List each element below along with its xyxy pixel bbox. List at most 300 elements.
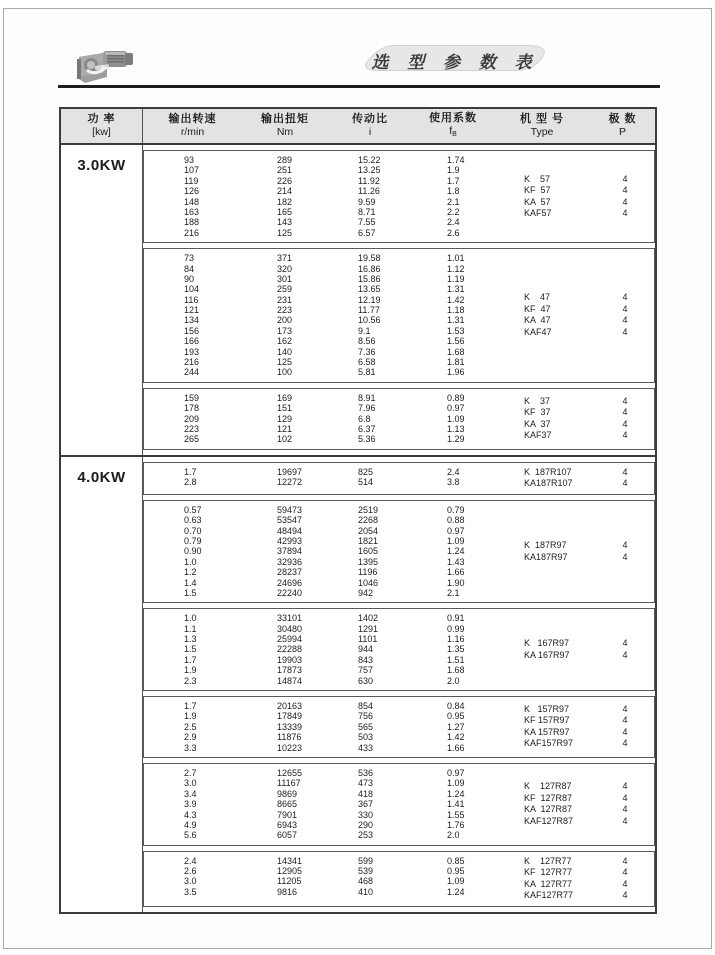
model-type: K 57 bbox=[524, 173, 551, 184]
factor-value: 1.24 bbox=[447, 886, 465, 897]
factor-value: 1.51 bbox=[447, 654, 465, 665]
factor-value: 0.89 bbox=[447, 392, 465, 403]
type-row bbox=[524, 890, 654, 902]
type-column bbox=[490, 467, 654, 490]
torque-value: 30480 bbox=[277, 623, 303, 634]
speed-value: 3.4 bbox=[184, 788, 197, 799]
speed-value: 1.7 bbox=[184, 466, 197, 477]
speed-value: 244 bbox=[184, 367, 200, 378]
torque-value: 9869 bbox=[277, 788, 298, 799]
pole-count: 4 bbox=[622, 315, 628, 326]
factor-value: 1.18 bbox=[447, 305, 465, 316]
pole-count: 4 bbox=[622, 649, 628, 660]
torque-value: 140 bbox=[277, 346, 293, 357]
type-row bbox=[524, 781, 654, 793]
factor-value: 1.12 bbox=[447, 263, 465, 274]
ratio-value: 468 bbox=[358, 876, 374, 887]
ratio-value: 1046 bbox=[358, 577, 379, 588]
torque-value: 100 bbox=[277, 367, 293, 378]
ratio-value: 15.22 bbox=[358, 155, 381, 165]
speed-value: 90 bbox=[184, 273, 195, 284]
speed-value: 4.9 bbox=[184, 819, 197, 830]
torque-value: 320 bbox=[277, 263, 293, 274]
torque-value: 251 bbox=[277, 165, 293, 176]
speed-value: 216 bbox=[184, 357, 200, 368]
factor-value: 1.09 bbox=[447, 876, 465, 887]
speed-value: 3.9 bbox=[184, 799, 197, 810]
pole-count: 4 bbox=[622, 855, 628, 866]
speed-value: 265 bbox=[184, 434, 200, 445]
torque-value: 28237 bbox=[277, 567, 303, 578]
torque-value: 33101 bbox=[277, 613, 303, 624]
data-section bbox=[143, 150, 655, 243]
pole-count: 4 bbox=[622, 638, 628, 649]
factor-column bbox=[447, 701, 490, 753]
speed-value: 121 bbox=[184, 305, 200, 316]
type-row bbox=[524, 419, 654, 431]
model-type: K 187R107 bbox=[524, 466, 572, 477]
torque-value: 17849 bbox=[277, 711, 303, 722]
factor-value: 1.09 bbox=[447, 778, 465, 789]
title-banner bbox=[362, 44, 548, 72]
torque-value: 19903 bbox=[277, 654, 303, 665]
type-column bbox=[490, 393, 654, 445]
speed-value: 2.5 bbox=[184, 721, 197, 732]
torque-value: 32936 bbox=[277, 556, 303, 567]
torque-value: 7901 bbox=[277, 809, 298, 820]
torque-column bbox=[277, 155, 358, 238]
model-type: KF 157R97 bbox=[524, 715, 570, 726]
speed-value: 163 bbox=[184, 206, 200, 217]
torque-value: 19697 bbox=[277, 466, 303, 477]
factor-value: 1.9 bbox=[447, 165, 460, 176]
header-factor-unit: $f_B$ bbox=[449, 124, 457, 138]
header-type-unit: Type bbox=[530, 126, 554, 138]
ratio-value: 13.25 bbox=[358, 165, 381, 176]
torque-value: 231 bbox=[277, 294, 293, 305]
model-type: KA 47 bbox=[524, 315, 551, 326]
ratio-value: 8.56 bbox=[358, 336, 376, 347]
factor-value: 1.41 bbox=[447, 799, 465, 810]
speed-value: 2.7 bbox=[184, 767, 197, 778]
header-speed-unit: r/min bbox=[180, 126, 205, 138]
factor-value: 0.79 bbox=[447, 504, 465, 515]
model-type: KAF57 bbox=[524, 208, 552, 219]
pole-count: 4 bbox=[622, 738, 628, 749]
model-type: KA 167R97 bbox=[524, 649, 570, 660]
header-pole bbox=[590, 109, 655, 143]
speed-value: 107 bbox=[184, 165, 200, 176]
type-row bbox=[524, 638, 654, 650]
type-row bbox=[524, 197, 654, 209]
type-row bbox=[524, 185, 654, 197]
ratio-value: 6.37 bbox=[358, 423, 376, 434]
factor-column bbox=[447, 505, 490, 599]
speed-column bbox=[144, 701, 277, 753]
pole-count: 4 bbox=[622, 173, 628, 184]
torque-value: 289 bbox=[277, 155, 293, 165]
torque-value: 25994 bbox=[277, 634, 303, 645]
pole-count: 4 bbox=[622, 185, 628, 196]
type-row bbox=[524, 327, 654, 339]
ratio-value: 599 bbox=[358, 855, 374, 866]
pole-count: 4 bbox=[622, 430, 628, 441]
torque-value: 13339 bbox=[277, 721, 303, 732]
sections-column bbox=[143, 145, 655, 455]
speed-value: 178 bbox=[184, 403, 200, 414]
ratio-column bbox=[358, 155, 447, 238]
ratio-value: 418 bbox=[358, 788, 374, 799]
torque-value: 11876 bbox=[277, 732, 302, 743]
factor-value: 1.68 bbox=[447, 665, 465, 676]
type-row bbox=[524, 738, 654, 750]
factor-value: 1.09 bbox=[447, 413, 465, 424]
model-type: KA 157R97 bbox=[524, 726, 570, 737]
table-body bbox=[61, 145, 655, 912]
ratio-value: 13.65 bbox=[358, 284, 381, 295]
pole-count: 4 bbox=[622, 890, 628, 901]
factor-value: 1.68 bbox=[447, 346, 465, 357]
pole-count: 4 bbox=[622, 804, 628, 815]
speed-value: 1.3 bbox=[184, 634, 197, 645]
factor-value: 1.27 bbox=[447, 721, 465, 732]
factor-value: 1.8 bbox=[447, 186, 460, 197]
pole-count: 4 bbox=[622, 395, 628, 406]
factor-value: 1.01 bbox=[447, 253, 465, 264]
ratio-value: 6.8 bbox=[358, 413, 371, 424]
model-type: KA187R107 bbox=[524, 478, 573, 489]
ratio-value: 10.56 bbox=[358, 315, 381, 326]
speed-value: 1.7 bbox=[184, 701, 197, 712]
factor-value: 2.4 bbox=[447, 217, 460, 228]
model-type: KAF157R97 bbox=[524, 738, 574, 749]
type-column bbox=[490, 768, 654, 841]
ratio-value: 7.36 bbox=[358, 346, 376, 357]
torque-column bbox=[277, 467, 358, 490]
model-type: KAF127R87 bbox=[524, 815, 574, 826]
factor-value: 0.95 bbox=[447, 711, 465, 722]
pole-count: 4 bbox=[622, 418, 628, 429]
factor-value: 0.95 bbox=[447, 866, 465, 877]
ratio-value: 7.55 bbox=[358, 217, 376, 228]
header-power bbox=[61, 109, 143, 143]
ratio-column bbox=[358, 613, 447, 686]
gearmotor-illustration-svg bbox=[73, 43, 137, 87]
power-group bbox=[61, 145, 655, 457]
ratio-column bbox=[358, 393, 447, 445]
factor-value: 2.0 bbox=[447, 675, 460, 686]
factor-value: 1.7 bbox=[447, 175, 460, 186]
ratio-value: 1291 bbox=[358, 623, 379, 634]
speed-value: 134 bbox=[184, 315, 200, 326]
type-row bbox=[524, 552, 654, 564]
type-row bbox=[524, 315, 654, 327]
type-column bbox=[490, 505, 654, 599]
factor-value: 2.1 bbox=[447, 196, 460, 207]
speed-value: 1.7 bbox=[184, 654, 197, 665]
ratio-value: 9.59 bbox=[358, 196, 376, 207]
model-type: K 167R97 bbox=[524, 638, 570, 649]
header-divider-rule bbox=[58, 85, 660, 88]
header-speed-cn: 输出转速 bbox=[168, 113, 217, 125]
power-cell bbox=[61, 457, 143, 912]
torque-column bbox=[277, 393, 358, 445]
torque-value: 24696 bbox=[277, 577, 303, 588]
model-type: KF 57 bbox=[524, 185, 551, 196]
torque-value: 182 bbox=[277, 196, 293, 207]
model-type: K 127R87 bbox=[524, 781, 572, 792]
factor-value: 1.35 bbox=[447, 644, 465, 655]
speed-value: 223 bbox=[184, 423, 200, 434]
model-type: K 157R97 bbox=[524, 703, 570, 714]
torque-value: 121 bbox=[277, 423, 293, 434]
torque-value: 226 bbox=[277, 175, 293, 186]
type-row bbox=[524, 793, 654, 805]
torque-value: 22240 bbox=[277, 587, 303, 598]
factor-value: 0.97 bbox=[447, 767, 465, 778]
type-row bbox=[524, 879, 654, 891]
model-type: KF 47 bbox=[524, 303, 551, 314]
torque-value: 42993 bbox=[277, 535, 303, 546]
pole-count: 4 bbox=[622, 715, 628, 726]
type-row bbox=[524, 304, 654, 316]
type-row bbox=[524, 467, 654, 479]
pole-count: 4 bbox=[622, 815, 628, 826]
speed-value: 84 bbox=[184, 263, 195, 274]
factor-value: 1.55 bbox=[447, 809, 465, 820]
factor-value: 1.19 bbox=[447, 273, 465, 284]
ratio-value: 514 bbox=[358, 477, 374, 488]
torque-value: 259 bbox=[277, 284, 293, 295]
torque-column bbox=[277, 856, 358, 902]
factor-value: 2.0 bbox=[447, 830, 460, 841]
type-row bbox=[524, 478, 654, 490]
factor-value: 1.43 bbox=[447, 556, 465, 567]
speed-value: 2.3 bbox=[184, 675, 197, 686]
torque-value: 14341 bbox=[277, 855, 303, 866]
speed-value: 1.1 bbox=[184, 623, 197, 634]
torque-value: 11167 bbox=[277, 778, 301, 789]
ratio-value: 2519 bbox=[358, 504, 379, 515]
speed-value: 0.90 bbox=[184, 546, 202, 557]
speed-value: 3.0 bbox=[184, 876, 197, 887]
ratio-value: 410 bbox=[358, 886, 374, 897]
type-row bbox=[524, 430, 654, 442]
torque-value: 8665 bbox=[277, 799, 298, 810]
type-row bbox=[524, 867, 654, 879]
model-type: KAF47 bbox=[524, 326, 552, 337]
ratio-value: 944 bbox=[358, 644, 374, 655]
ratio-value: 757 bbox=[358, 665, 374, 676]
pole-count: 4 bbox=[622, 478, 628, 489]
torque-value: 9816 bbox=[277, 886, 298, 897]
pole-count: 4 bbox=[622, 792, 628, 803]
factor-value: 1.66 bbox=[447, 742, 465, 753]
factor-value: 1.09 bbox=[447, 535, 465, 546]
type-column bbox=[490, 613, 654, 686]
speed-column bbox=[144, 467, 277, 490]
torque-value: 223 bbox=[277, 305, 293, 316]
model-type: K 37 bbox=[524, 395, 551, 406]
ratio-value: 1196 bbox=[358, 567, 378, 578]
ratio-column bbox=[358, 253, 447, 378]
speed-column bbox=[144, 505, 277, 599]
factor-column bbox=[447, 856, 490, 902]
data-section bbox=[143, 500, 655, 604]
power-group bbox=[61, 457, 655, 912]
pole-count: 4 bbox=[622, 292, 628, 303]
data-section bbox=[143, 388, 655, 450]
pole-count: 4 bbox=[622, 781, 628, 792]
ratio-value: 539 bbox=[358, 866, 374, 877]
ratio-value: 2268 bbox=[358, 515, 379, 526]
ratio-value: 15.86 bbox=[358, 273, 381, 284]
speed-column bbox=[144, 393, 277, 445]
factor-value: 1.81 bbox=[447, 357, 465, 368]
type-column bbox=[490, 856, 654, 902]
header-torque-cn: 输出扭矩 bbox=[261, 113, 309, 125]
factor-value: 0.99 bbox=[447, 623, 465, 634]
ratio-value: 11.26 bbox=[358, 186, 380, 197]
factor-value: 0.85 bbox=[447, 855, 465, 866]
ratio-value: 854 bbox=[358, 701, 374, 712]
speed-value: 1.2 bbox=[184, 567, 197, 578]
speed-value: 3.5 bbox=[184, 886, 197, 897]
header-factor bbox=[412, 109, 494, 143]
ratio-column bbox=[358, 701, 447, 753]
torque-column bbox=[277, 253, 358, 378]
speed-value: 104 bbox=[184, 284, 200, 295]
data-section bbox=[143, 763, 655, 846]
torque-value: 214 bbox=[277, 186, 293, 197]
speed-column bbox=[144, 253, 277, 378]
ratio-value: 8.71 bbox=[358, 206, 376, 217]
data-section bbox=[143, 851, 655, 907]
ratio-value: 1605 bbox=[358, 546, 379, 557]
torque-value: 48494 bbox=[277, 525, 303, 536]
factor-value: 1.42 bbox=[447, 294, 465, 305]
type-column bbox=[490, 253, 654, 378]
torque-column bbox=[277, 701, 358, 753]
torque-value: 173 bbox=[277, 325, 293, 336]
table-header-row bbox=[61, 109, 655, 145]
torque-value: 200 bbox=[277, 315, 293, 326]
torque-value: 12272 bbox=[277, 477, 303, 488]
factor-value: 2.1 bbox=[447, 587, 460, 598]
pole-count: 4 bbox=[622, 196, 628, 207]
factor-value: 1.24 bbox=[447, 788, 465, 799]
ratio-value: 630 bbox=[358, 675, 374, 686]
factor-value: 1.31 bbox=[447, 284, 465, 295]
torque-value: 151 bbox=[277, 403, 293, 414]
header-torque bbox=[242, 109, 328, 143]
speed-column bbox=[144, 613, 277, 686]
ratio-value: 756 bbox=[358, 711, 374, 722]
factor-column bbox=[447, 768, 490, 841]
torque-value: 129 bbox=[277, 413, 293, 424]
torque-value: 371 bbox=[277, 253, 293, 264]
ratio-value: 5.36 bbox=[358, 434, 376, 445]
ratio-value: 5.81 bbox=[358, 367, 376, 378]
factor-value: 1.96 bbox=[447, 367, 465, 378]
speed-value: 156 bbox=[184, 325, 200, 336]
power-label: 3.0KW bbox=[77, 157, 126, 174]
data-section bbox=[143, 696, 655, 758]
type-row bbox=[524, 704, 654, 716]
power-label: 4.0KW bbox=[77, 468, 126, 486]
ratio-value: 2054 bbox=[358, 525, 379, 536]
pole-count: 4 bbox=[622, 407, 628, 418]
speed-value: 116 bbox=[184, 294, 199, 305]
factor-value: 2.6 bbox=[447, 227, 460, 238]
header-ratio-unit: i bbox=[368, 126, 372, 138]
model-type: KF 127R77 bbox=[524, 867, 573, 878]
ratio-value: 1101 bbox=[358, 634, 378, 645]
factor-column bbox=[447, 613, 490, 686]
model-type: KF 37 bbox=[524, 407, 551, 418]
data-section bbox=[143, 248, 655, 383]
factor-value: 0.84 bbox=[447, 701, 465, 712]
speed-value: 1.5 bbox=[184, 644, 197, 655]
speed-column bbox=[144, 768, 277, 841]
factor-column bbox=[447, 467, 490, 490]
speed-value: 0.70 bbox=[184, 525, 202, 536]
speed-value: 2.8 bbox=[184, 477, 197, 488]
factor-value: 1.29 bbox=[447, 434, 465, 445]
type-row bbox=[524, 208, 654, 220]
speed-value: 0.63 bbox=[184, 515, 202, 526]
header-pole-cn: 极 数 bbox=[608, 113, 637, 125]
ratio-value: 473 bbox=[358, 778, 374, 789]
pole-count: 4 bbox=[622, 703, 628, 714]
speed-value: 126 bbox=[184, 186, 200, 197]
pole-count: 4 bbox=[622, 208, 628, 219]
ratio-value: 253 bbox=[358, 830, 374, 841]
ratio-column bbox=[358, 505, 447, 599]
type-row bbox=[524, 174, 654, 186]
ratio-value: 503 bbox=[358, 732, 374, 743]
torque-value: 301 bbox=[277, 273, 293, 284]
factor-value: 0.97 bbox=[447, 403, 465, 414]
torque-value: 125 bbox=[277, 357, 293, 368]
header-power-cn: 功 率 bbox=[87, 113, 116, 125]
pole-count: 4 bbox=[622, 726, 628, 737]
model-type: K 187R97 bbox=[524, 540, 567, 551]
type-column bbox=[490, 155, 654, 238]
ratio-value: 536 bbox=[358, 767, 374, 778]
speed-value: 148 bbox=[184, 196, 200, 207]
page-title: 选 型 参 数 表 bbox=[371, 53, 539, 72]
header-ratio bbox=[328, 109, 412, 143]
type-row bbox=[524, 727, 654, 739]
type-row bbox=[524, 804, 654, 816]
header-power-unit: [kw] bbox=[92, 126, 111, 138]
pole-count: 4 bbox=[622, 303, 628, 314]
ratio-value: 7.96 bbox=[358, 403, 376, 414]
speed-value: 1.9 bbox=[184, 665, 197, 676]
factor-value: 3.8 bbox=[447, 477, 460, 488]
speed-value: 1.4 bbox=[184, 577, 197, 588]
factor-value: 1.53 bbox=[447, 325, 465, 336]
factor-value: 1.90 bbox=[447, 577, 465, 588]
speed-column bbox=[144, 155, 277, 238]
factor-value: 1.31 bbox=[447, 315, 465, 326]
speed-value: 3.3 bbox=[184, 742, 197, 753]
model-type: K 127R77 bbox=[524, 855, 572, 866]
speed-value: 166 bbox=[184, 336, 200, 347]
speed-value: 159 bbox=[184, 392, 200, 403]
speed-column bbox=[144, 856, 277, 902]
